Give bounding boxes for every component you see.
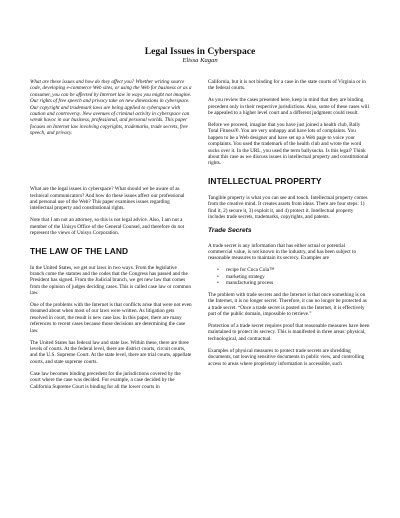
column-spacer	[30, 142, 192, 186]
disclaimer-paragraph: Note that I am not an attorney, so this is not legal advice. Also, I am not a member of the Unisys Office of the General Counsel, and therefore do not represent the views of Unisys Corporation.	[30, 217, 185, 237]
ip-paragraph: Tangible property is what you can see and touch. Intellectual property comes from the creative mind. It creates assets from ideas. There are four steps: 1) find it, 2) secure it, 3) exploit it, and 4) protect it. Intellectual property includes trade secrets, trademarks, copyrights, and patents.	[208, 194, 368, 221]
law-paragraph: The United States has federal law and state law. Within these, there are three levels of courts. At the federal level, there are district courts, circuit courts, and the U.S. Supreme Court. At the state level, there are trial courts, appellate courts, and state supreme courts.	[30, 339, 192, 365]
right-column	[208, 79, 370, 395]
trade-secret-paragraph: A trade secret is any information that has either actual or potential commercial value, is not known in the industry, and has been subject to reasonable measures to maintain its secrecy. Examples are	[208, 242, 357, 262]
trade-secret-examples-list	[208, 267, 370, 286]
section-heading-intellectual-property: INTELLECTUAL PROPERTY	[208, 175, 322, 186]
section-heading-law-of-the-land: THE LAW OF THE LAND	[30, 245, 129, 256]
law-paragraph: In the United States, we get our laws in two ways. From the legislative branch come the statutes and the codes that the Congress has passed and the President has signed. From the Judicial branch, we get new law that comes from the opinion of judges deciding cases. This is called case law or common law.	[30, 264, 191, 297]
two-column-body	[30, 79, 370, 395]
list-item: • manufacturing process	[226, 280, 370, 286]
trade-secret-paragraph: Examples of physical measures to protect trade secrets are shredding documents, not leaving sensitive documents in public view, and controlling access to areas where proprietary information is accessible, such	[208, 347, 365, 367]
paper-author: Elissa Kagan	[182, 57, 218, 64]
continued-paragraph: California, but it is not binding for a case in the state courts of Virginia or in the federal courts.	[208, 79, 366, 92]
precedent-paragraph: As you review the cases presented here, keep in mind that they are binding precedent only in their respective jurisdictions. Also, some of these cases will be appealed to a higher level court and a different judgment could result.	[208, 97, 369, 117]
scenario-paragraph: Before we proceed, imagine that you have just joined a health club, Bally Total Fitness®. You are very unhappy and have lots of complaints. You happen to be a Web designer and have set up a Web page to voice your complaints. You used the trademark of the health club and wrote the word sucks over it. In the URL, you used the term ballysucks. Is this legal? Think about this case as we discuss issues in intellectual property and constitutional rights.	[208, 122, 369, 167]
abstract: What are these issues and how do they affect you? Whether writing source code, developing e-commerce Web sites, or using the Web for business or as a consumer, you can be affected by Internet law in ways you might not imagine. Our rights of free speech and privacy take on new dimensions in cyberspace. Our copyright and trademark laws are being applied to cyberspace with caution and controversy. New avenues of criminal activity in cyberspace can wreak havoc in our business, professional, and personal worlds. This paper focuses on Internet law involving copyrights, trademarks, trade secrets, free speech, and privacy.	[30, 79, 192, 137]
subheading-trade-secrets: Trade Secrets	[208, 226, 252, 234]
paper-title: Legal Issues in Cyberspace	[144, 46, 256, 57]
trade-secret-paragraph: The problem with trade secrets and the Internet is that once something is on the Internet, it is no longer secret. Therefore, it can no longer be protected as a trade secret. “Once a trade secret is posted on the Internet, it is effectively part of the public domain, impossible to retrieve.”	[208, 291, 367, 318]
trade-secret-paragraph: Protection of a trade secret requires proof that reasonable measures have been maintained to protect its secrecy. This is manifested in three areas: physical, technological, and contractual.	[208, 323, 370, 342]
law-paragraph: Case law becomes binding precedent for the jurisdictions covered by the court where the case was decided. For example, a case decided by the California Supreme Court is binding for all the lower courts in	[30, 370, 181, 390]
law-paragraph: One of the problems with the Internet is that conflicts arise that were not even dreamed about when most of our laws were written. As litigation gets resolved in court, the result is new case law. In this paper, there are many references to recent cases because those decisions are determining the case law.	[30, 302, 192, 334]
list-item: • marketing strategy	[226, 274, 370, 280]
list-item: • recipe for Coca Cola™	[226, 267, 370, 273]
intro-paragraph: What are the legal issues in cyberspace? What should we be aware of as technical communicators? And how do these issues affect our professional and personal use of the Web? This paper examines issues regarding intellectual property and constitutional rights.	[30, 186, 185, 212]
left-column	[30, 79, 192, 395]
